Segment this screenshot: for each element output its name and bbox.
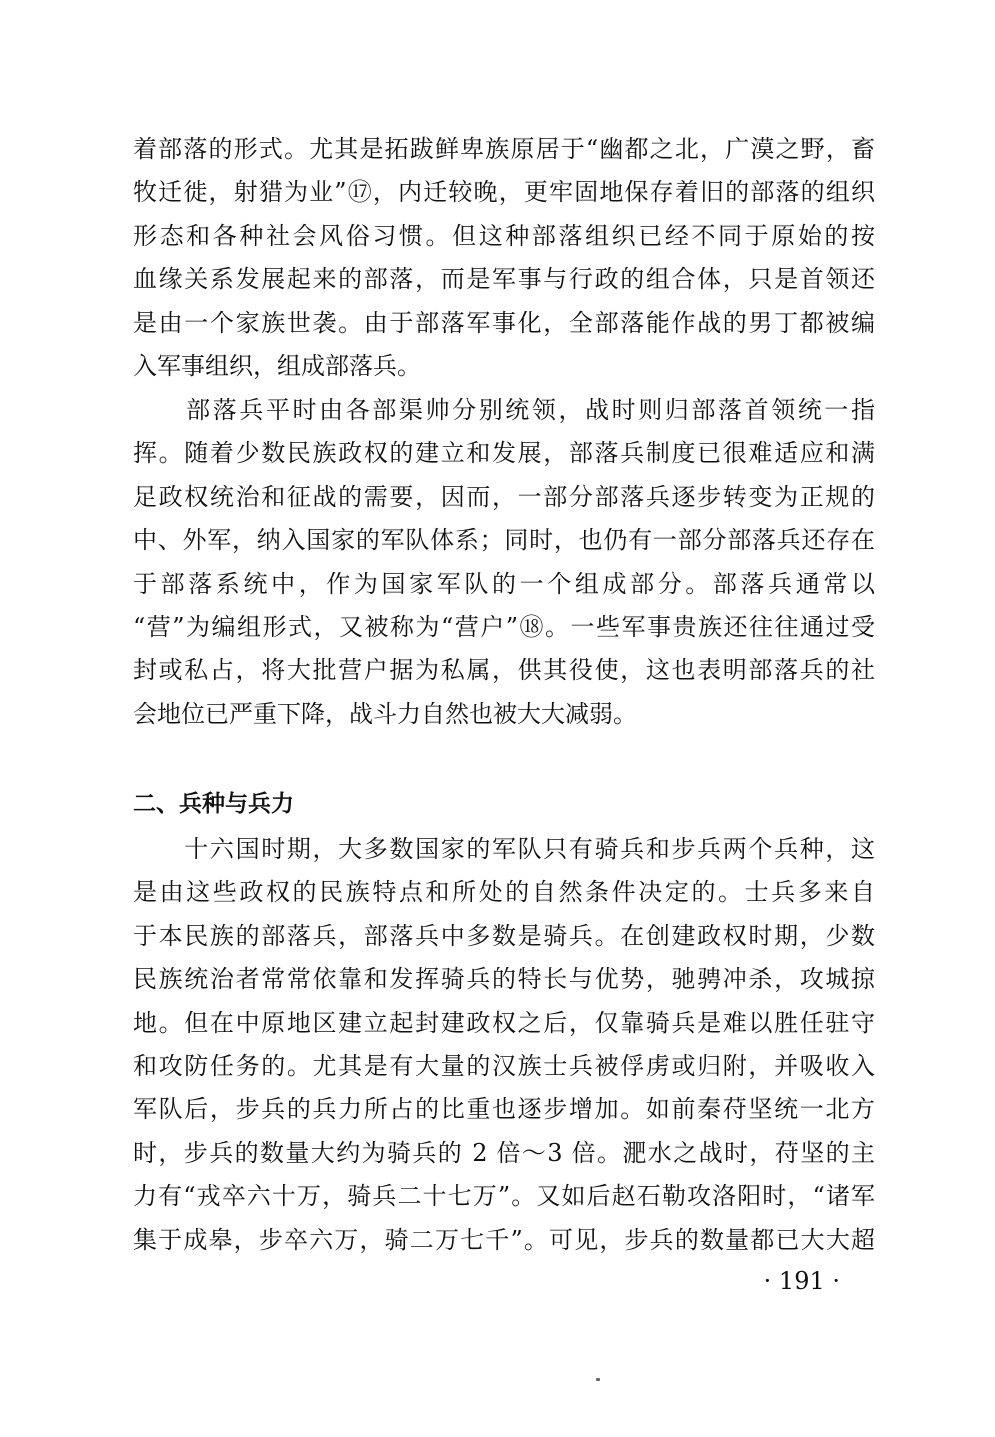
text-line: 入军事组织，组成部落兵。	[133, 351, 421, 380]
text-line: 着部落的形式。尤其是拓跋鲜卑族原居于“幽都之北，广漠之野，畜	[133, 135, 875, 163]
text-line: 民族统治者常常依靠和发挥骑兵的特长与优势，驰骋冲杀，攻城掠	[133, 965, 875, 994]
paragraph-1	[133, 128, 875, 388]
scan-speck	[596, 1378, 600, 1381]
text-line: 力有“戎卒六十万，骑兵二十七万”。又如后赵石勒攻洛阳时，“诸军	[133, 1182, 875, 1211]
text-line: 时，步兵的数量大约为骑兵的 2 倍～3 倍。淝水之战时，苻坚的主	[133, 1138, 875, 1167]
text-line: 足政权统治和征战的需要，因而，一部分部落兵逐步转变为正规的	[133, 482, 875, 511]
text-line: 部落兵平时由各部渠帅分别统领，战时则归部落首领统一指	[133, 396, 875, 424]
text-line: 地。但在中原地区建立起封建政权之后，仅靠骑兵是难以胜任驻守	[133, 1008, 875, 1037]
text-line: 十六国时期，大多数国家的军队只有骑兵和步兵两个兵种，这	[133, 835, 875, 863]
section-heading: 二、兵种与兵力	[133, 791, 294, 817]
text-line: 军队后，步兵的兵力所占的比重也逐步增加。如前秦苻坚统一北方	[133, 1095, 875, 1124]
text-line: 中、外军，纳入国家的军队体系；同时，也仍有一部分部落兵还存在	[133, 526, 875, 555]
text-line: 于部落系统中，作为国家军队的一个组成部分。部落兵通常以	[133, 569, 875, 598]
text-line: 集于成皋，步卒六万，骑二万七千”。可见，步兵的数量都已大大超	[133, 1225, 875, 1254]
paragraph-2	[133, 389, 875, 736]
page-number: · 191 ·	[763, 1267, 840, 1295]
text-line: 是由这些政权的民族特点和所处的自然条件决定的。士兵多来自	[133, 878, 875, 907]
text-line: 和攻防任务的。尤其是有大量的汉族士兵被俘虏或归附，并吸收入	[133, 1051, 875, 1080]
text-line: 形态和各种社会风俗习惯。但这种部落组织已经不同于原始的按	[133, 221, 875, 250]
text-line: 血缘关系发展起来的部落，而是军事与行政的组合体，只是首领还	[133, 265, 875, 294]
paragraph-3	[133, 828, 875, 1262]
text-line: 挥。随着少数民族政权的建立和发展，部落兵制度已很难适应和满	[133, 439, 875, 468]
text-line: 于本民族的部落兵，部落兵中多数是骑兵。在创建政权时期，少数	[133, 921, 875, 950]
text-line: 牧迁徙，射猎为业”⑰，内迁较晚，更牢固地保存着旧的部落的组织	[133, 178, 875, 207]
text-line: “营”为编组形式，又被称为“营户”⑱。一些军事贵族还往往通过受	[133, 612, 875, 641]
text-line: 是由一个家族世袭。由于部落军事化，全部落能作战的男丁都被编	[133, 308, 875, 337]
text-line: 封或私占，将大批营户据为私属，供其役使，这也表明部落兵的社	[133, 656, 875, 685]
text-line: 会地位已严重下降，战斗力自然也被大大减弱。	[133, 699, 637, 728]
